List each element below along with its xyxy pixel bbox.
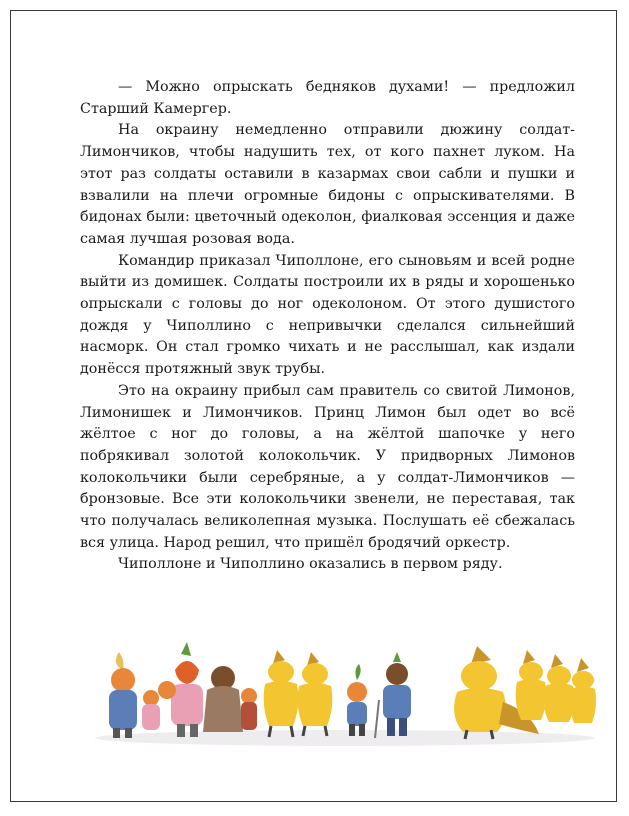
radish-child-character [241,688,257,730]
ground-shadow [95,730,595,746]
paragraph: На окраину немедленно отправили дюжину солдат-Лимончиков, чтобы надушить тех, от кого пахнет луком. На этот раз солдаты оставили в казармах свои сабли и пушки и взвалили на плечи огромные бидоны с опрыскивателями. В бидонах были: цветочный одеколон, фиалковая эссенция и даже самая лучшая розовая вода. [80,122,575,247]
onion-father-character [375,652,411,738]
paragraph: — Можно опрыскать бедняков духами! — предложил Старший Камергер. [80,79,575,117]
paragraph: Командир приказал Чиполлоне, его сыновьям и всей родне выйти из домишек. Солдаты построили их в ряды и хорошенько опрыскали с головы до ног одеколоном. От этого душистого дождя у Чиполлино с непривычки сделался сильнейший насморк. Он стал громко чихать и не расслышал, как издали донёсся протяжный звук трубы. [80,252,575,378]
vegetable-crowd-illustration [95,640,600,750]
onion-character [109,652,137,738]
paragraph: Чиполлоне и Чиполлино оказались в первом ряду. [118,556,503,573]
lemon-courtier [516,650,547,720]
paragraph: Это на окраину прибыл сам правитель со свитой Лимонов, Лимонишек и Лимончиков. Принц Лимон был одет во всё жёлтое с ног до головы, а на жёлтой шапочке у него побрякивал золотой колокольчик. У придворных Лимонов колокольчики были серебряные, а у солдат-Лимончиков — бронзовые. Все эти колокольчики звенели, не переставая, так что получалась великолепная музыка. Послушать её сбежалась вся улица. Народ решил, что пришёл бродячий оркестр. [80,382,575,551]
onion-character [158,681,176,699]
lemon-courtier [544,654,575,722]
lemon-soldier [264,650,299,737]
onion-child-character [142,690,160,730]
story-text [80,77,575,576]
cipollino-character [347,664,367,736]
pumpkin-character [203,666,243,732]
lemon-soldier [298,652,333,736]
lemon-courtier [570,658,596,723]
